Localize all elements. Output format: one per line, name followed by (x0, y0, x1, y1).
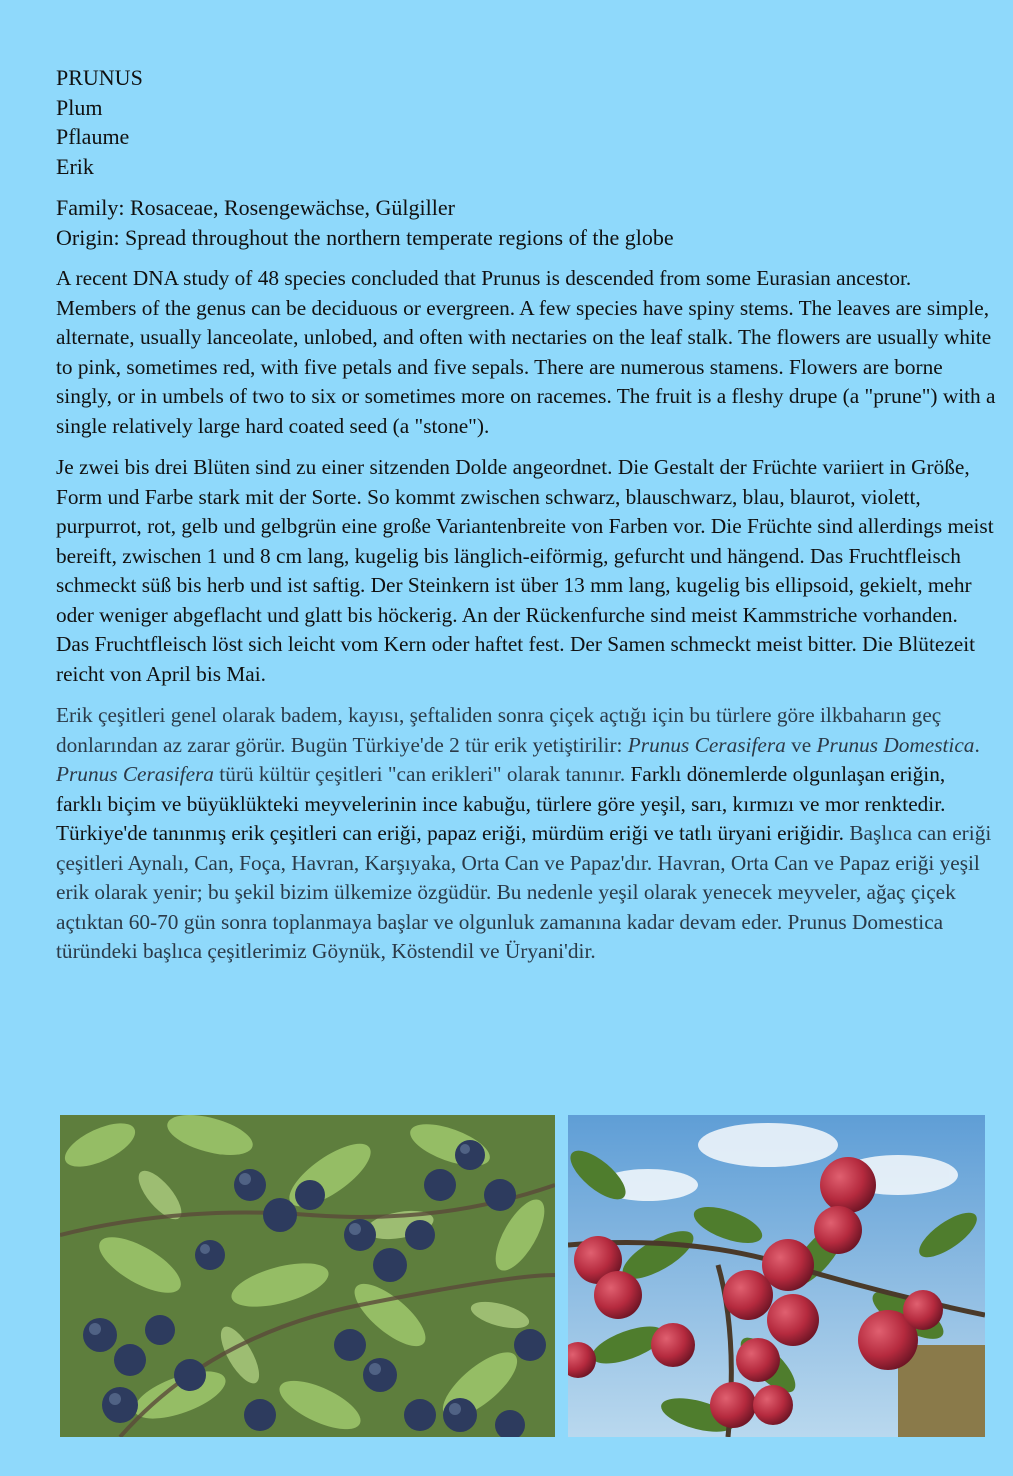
title-english: Plum (56, 94, 103, 120)
turkish-text-2: türü kültür çeşitleri "can erikleri" olarak tanınır. (213, 762, 631, 786)
species-name: Prunus Domestica (816, 732, 975, 757)
title-german: Pflaume (56, 124, 130, 149)
page-content (56, 63, 996, 979)
turkish-and: ve (785, 732, 817, 757)
species-name: Prunus Cerasifera (627, 732, 786, 757)
turkish-text-3: Farklı dönemlerde olgunlaşan eriğin, farklı biçim ve büyüklükteki meyvelerinin ince kabuğu, türlere göre yeşil, sarı, kırmızı ve mor renktedir. Türkiye'de tanınmış erik çeşitleri can eriği, papaz eriği, mürdüm eriği ve tatlı üryani eriğidir. (56, 762, 946, 845)
turkish-text-4: Başlıca can eriği çeşitleri Aynalı, Can, Foça, Havran, Karşıyaka, Orta Can ve Papaz'dır. Havran, Orta Can ve Papaz eriği yeşil erik olarak yenir; bu şekil bizim ülkemize özgüdür. Bu nedenle yeşil olarak yenecek meyveler, ağaç çiçek açtıktan 60-70 gün sonra toplanmaya başlar ve olgunluk zamanına kadar devam eder. Prunus Domestica türündeki başlıca çeşitlerimiz Göynük, Köstendil ve Üryani'dir. (56, 821, 992, 963)
title-latin: PRUNUS (56, 65, 143, 90)
turkish-dot: . (974, 732, 980, 757)
paragraph-turkish (56, 701, 996, 967)
origin-line: Origin: Spread throughout the northern temperate regions of the globe (56, 224, 674, 250)
photo-row (60, 1115, 985, 1437)
turkish-text-1: Erik çeşitleri genel olarak badem, kayısı, şeftaliden sonra çiçek açtığı için bu türlere göre ilkbaharın geç donlarından az zarar görür. Bugün Türkiye'de 2 tür erik yetiştirilir: (56, 703, 942, 757)
paragraph-english: A recent DNA study of 48 species concluded that Prunus is descended from some Eurasian ancestor. Members of the genus can be deciduous or evergreen. A few species have spiny stems. The leaves are simple, alternate, usually lanceolate, unlobed, and often with nectaries on the leaf stalk. The flowers are usually white to pink, sometimes red, with five petals and five sepals. There are numerous stamens. Flowers are borne singly, or in umbels of two to six or sometimes more on racemes. The fruit is a fleshy drupe (a "prune") with a single relatively large hard coated seed (a "stone"). (56, 266, 996, 438)
photo-red-plums (568, 1115, 985, 1437)
blue-plums-image (60, 1115, 555, 1437)
family-line: Family: Rosaceae, Rosengewächse, Gülgiller (56, 195, 455, 220)
title-turkish: Erik (56, 153, 94, 179)
title-block (56, 63, 996, 181)
meta-block (56, 193, 996, 252)
species-name: Prunus Cerasifera (56, 762, 214, 786)
photo-blue-plums (60, 1115, 555, 1437)
red-plums-image (568, 1115, 985, 1437)
paragraph-german: Je zwei bis drei Blüten sind zu einer sitzenden Dolde angeordnet. Die Gestalt der Früchte variiert in Größe, Form und Farbe stark mit der Sorte. So kommt zwischen schwarz, blauschwarz, blau, blaurot, violett, purpurrot, rot, gelb und gelbgrün eine große Variantenbreite von Farben vor. Die Früchte sind allerdings meist bereift, zwischen 1 und 8 cm lang, kugelig bis länglich-eiförmig, gefurcht und hängend. Das Fruchtfleisch schmeckt süß bis herb und ist saftig. Der Steinkern ist über 13 mm lang, kugelig bis ellipsoid, gekielt, mehr oder weniger abgeflacht und glatt bis höckerig. An der Rückenfurche sind meist Kammstriche vorhanden. Das Fruchtfleisch löst sich leicht vom Kern oder haftet fest. Der Samen schmeckt meist bitter. Die Blütezeit reicht von April bis Mai. (56, 455, 994, 686)
